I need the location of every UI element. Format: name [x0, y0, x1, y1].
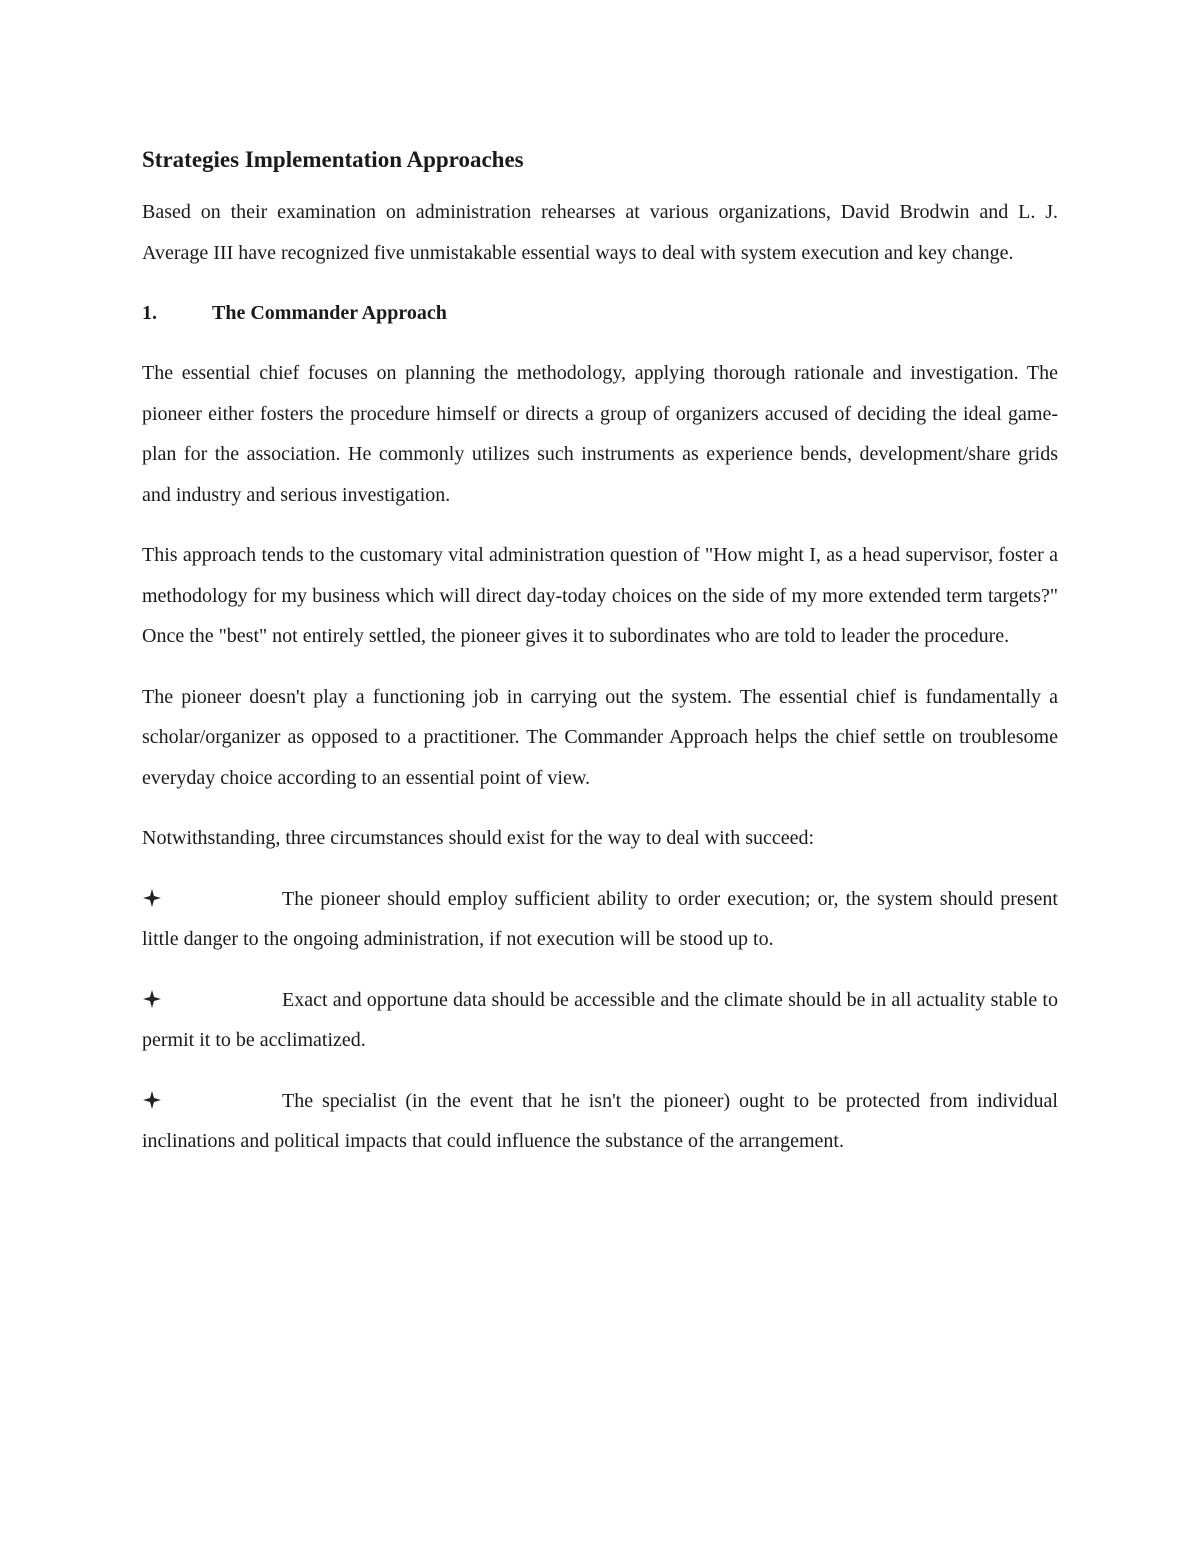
- body-paragraph: The essential chief focuses on planning the methodology, applying thorough rationale and investigation. The pioneer either fosters the procedure himself or directs a group of organizers accused of deciding the ideal game-plan for the association. He commonly utilizes such instruments as experience bends, development/share grids and industry and serious investigation.: [142, 362, 1058, 506]
- star-bullet-icon: [142, 879, 282, 920]
- document-body: [142, 140, 1058, 1182]
- section-heading: [142, 293, 1058, 333]
- section-number: 1.: [142, 302, 157, 324]
- bullet-text: The specialist (in the event that he isn't the pioneer) ought to be protected from individual inclinations and political impacts that could influence the substance of the arrangement.: [142, 1089, 1058, 1152]
- intro-paragraph: Based on their examination on administration rehearses at various organizations, David Brodwin and L. J. Average III have recognized five unmistakable essential ways to deal with system execution and key change.: [142, 201, 1058, 264]
- star-bullet-icon: [142, 980, 282, 1021]
- bullet-text: Exact and opportune data should be accessible and the climate should be in all actuality stable to permit it to be acclimatized.: [142, 988, 1058, 1051]
- document-title: Strategies Implementation Approaches: [142, 147, 524, 172]
- body-paragraph: This approach tends to the customary vital administration question of "How might I, as a head supervisor, foster a methodology for my business which will direct day-today choices on the side of my more extended term targets?" Once the "best" not entirely settled, the pioneer gives it to subordinates who are told to leader the procedure.: [142, 544, 1058, 647]
- section-heading-text: The Commander Approach: [212, 302, 447, 324]
- body-paragraph: Notwithstanding, three circumstances should exist for the way to deal with succeed:: [142, 827, 815, 849]
- bullet-item: [142, 980, 1058, 1061]
- body-paragraph: The pioneer doesn't play a functioning job in carrying out the system. The essential chief is fundamentally a scholar/organizer as opposed to a practitioner. The Commander Approach helps the chief settle on troublesome everyday choice according to an essential point of view.: [142, 685, 1058, 789]
- bullet-text: The pioneer should employ sufficient ability to order execution; or, the system should present little danger to the ongoing administration, if not execution will be stood up to.: [142, 887, 1058, 950]
- star-bullet-icon: [142, 1081, 282, 1122]
- bullet-item: [142, 879, 1058, 960]
- bullet-item: [142, 1081, 1058, 1162]
